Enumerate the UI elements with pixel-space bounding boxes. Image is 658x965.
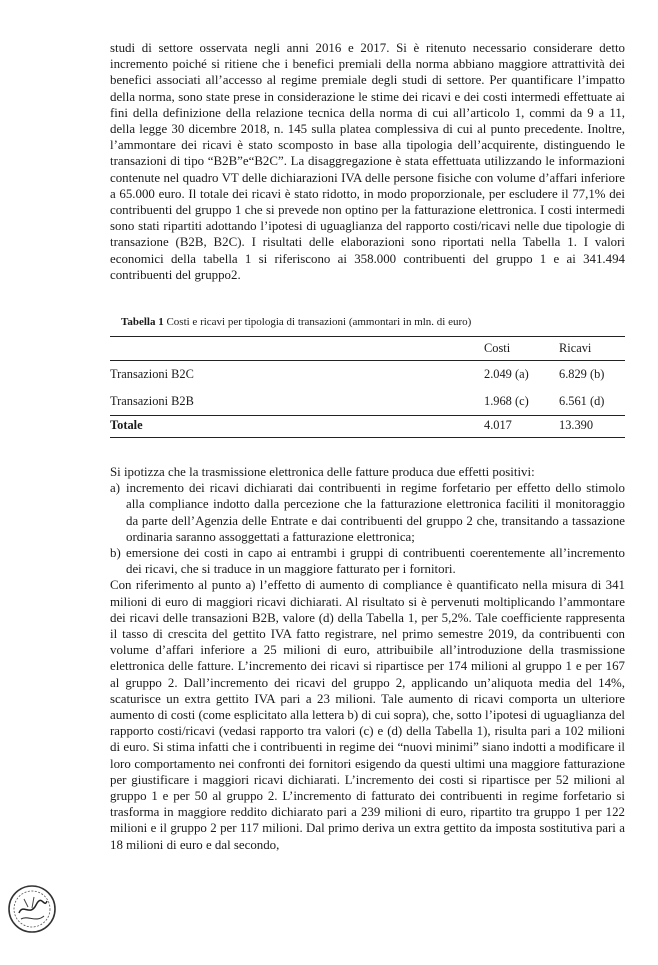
list-item [110, 545, 625, 577]
effects-section [110, 464, 625, 853]
table-row-b2c-costi: 2.049 (a) [484, 367, 529, 381]
column-header-ricavi: Ricavi [559, 341, 592, 355]
table-row-b2c-ricavi: 6.829 (b) [559, 367, 605, 381]
list-item-text: incremento dei ricavi dichiarati dai contribuenti in regime forfetario per effetto dello stimolo alla compliance indotto dalla percezione che la fatturazione elettronica faciliti il monitoraggio da parte dell’Agenzia delle Entrate e dai contribuenti del gruppo 2 che, transitando a tassazione ordinaria saranno assoggettati a fatturazione elettronica; [126, 481, 625, 544]
list-item-marker: b) [110, 546, 121, 561]
list-item-text: emersione dei costi in capo ai entrambi i gruppi di contribuenti coerentemente all’incremento dei ricavi, che si traduce in un maggiore fatturato per i fornitori. [126, 546, 625, 577]
list-item-marker: a) [110, 481, 121, 496]
hypothesis-intro: Si ipotizza che la trasmissione elettronica delle fatture produca due effetti positivi: [110, 465, 535, 479]
table-caption-label: Tabella 1 [121, 316, 164, 328]
table-row-b2c-label: Transazioni B2C [110, 367, 194, 381]
table-caption [121, 315, 621, 329]
closing-paragraph: Con riferimento al punto a) l’effetto di aumento di compliance è quantificato nella misura di 341 milioni di euro di maggiori ricavi dichiarati. Al risultato si è pervenuti moltiplicando l’ammontare dei ricavi delle transazioni B2B, valore (d) della Tabella 1, per 5,2%. Tale coefficiente rappresenta il tasso di crescita del gettito IVA fatto registrare, nel primo semestre 2019, da contribuenti con volume d’affari inferiore a 25 milioni di euro, attribuibile all’introduzione della trasmissione elettronica delle fatture. L’incremento dei ricavi si ripartisce per 174 milioni al gruppo 1 e per 167 al gruppo 2. Dall’incremento dei ricavi del gruppo 2, applicando un’aliquota media del 14%, scaturisce un extra gettito IVA pari a 23 milioni. Tale aumento di ricavi comporta un ulteriore aumento di costi (come esplicitato alla lettera b) di cui sopra), che, sotto l’ipotesi di uguaglianza del rapporto costi/ricavi (vedasi rapporto tra valori (c) e (d) della Tabella 1), risulta pari a 102 milioni di euro. Si stima infatti che i contribuenti in regime dei “nuovi minimi” siano indotti a modificare il loro comportamento nei confronti dei fornitori esigendo da questi ultimi una maggiore fatturazione per giustificare i maggiori ricavi dichiarati. L’incremento dei costi si ripartisce per 52 milioni al gruppo 1 e per 50 al gruppo 2. L’incremento di fatturato dei contribuenti in regime forfetario si trasforma in maggiore reddito dichiarato pari a 239 milioni di euro, ripartito tra gruppo 1 per 122 milioni e il gruppo 2 per 117 milioni. Dal primo deriva un extra gettito da imposta sostitutiva pari a 18 milioni di euro e dal secondo, [110, 578, 625, 852]
table-top-rule [110, 336, 625, 337]
table-bottom-rule [110, 437, 625, 438]
table-caption-text: Costi e ricavi per tipologia di transazioni (ammontari in mln. di euro) [163, 316, 472, 328]
column-header-costi: Costi [484, 341, 511, 355]
intro-paragraph: studi di settore osservata negli anni 2016 e 2017. Si è ritenuto necessario considerare detto incremento poiché si ritiene che i benefici premiali della norma abbiano maggiore attrattività dei benefici associati all’accesso al regime premiale degli studi di settore. Per quantificare l’impatto della norma, sono state prese in considerazione le stime dei ricavi e dei costi intermedi effettuate ai fini della definizione della relazione tecnica della norma di cui all’articolo 1, commi da 9 a 11, della legge 30 dicembre 2018, n. 145 sulla platea complessiva di cui al punto precedente. Inoltre, l’ammontare dei ricavi è stato scomposto in base alla tipologia dell’acquirente, distinguendo le transazioni di tipo “B2B”e“B2C”. La disaggregazione è stata effettuata utilizzando le informazioni contenute nel quadro VT delle dichiarazioni IVA delle persone fisiche con volume d’affari inferiore a 65.000 euro. Il totale dei ricavi è stato ridotto, in modo proporzionale, per escludere il 77,1% dei contribuenti del gruppo 1 che si prevede non optino per la fatturazione elettronica. I costi intermedi sono stati ripartiti adottando l’ipotesi di uguaglianza del rapporto costi/ricavi nelle due tipologie di transazione (B2B, B2C). I risultati delle elaborazioni sono riportati nella Tabella 1. I valori economici della tabella 1 si riferiscono ai 358.000 contribuenti del gruppo 1 e ai 341.494 contribuenti del gruppo2. [110, 41, 625, 282]
table-header-rule [110, 360, 625, 361]
table-total-rule [110, 415, 625, 416]
official-stamp-icon [6, 883, 58, 935]
table-row-b2b-label: Transazioni B2B [110, 394, 194, 408]
table-row-b2b-costi: 1.968 (c) [484, 394, 529, 408]
table-row-b2b-ricavi: 6.561 (d) [559, 394, 605, 408]
table-total-label: Totale [110, 418, 143, 432]
table-total-ricavi: 13.390 [559, 418, 594, 432]
table-total-costi: 4.017 [484, 418, 512, 432]
list-item [110, 480, 625, 545]
